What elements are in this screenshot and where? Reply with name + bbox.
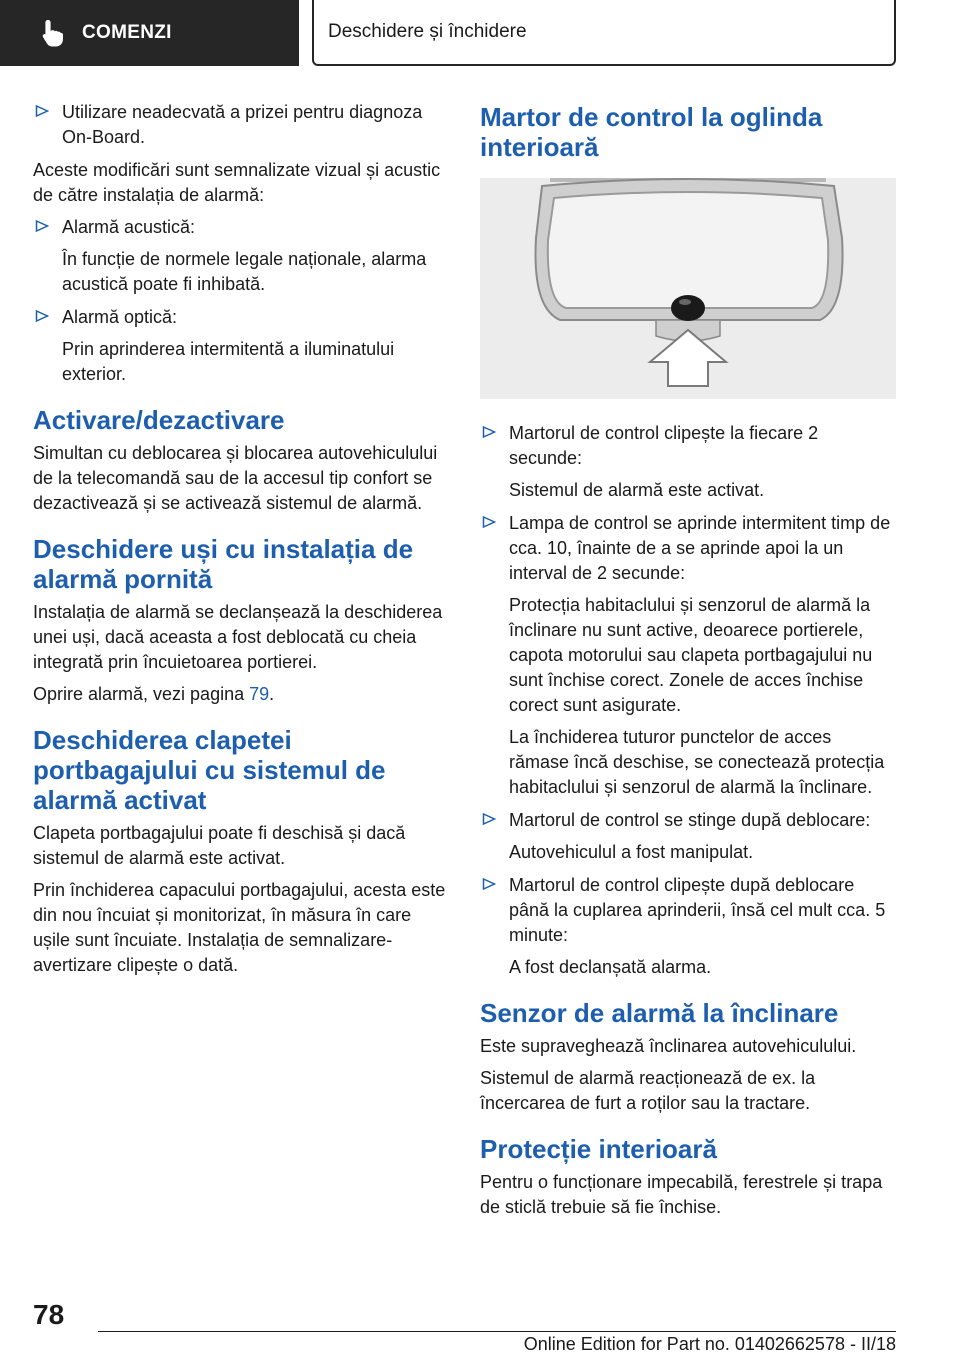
bullet-text: La închiderea tuturor punctelor de acces rămase încă deschise, se conectează protecția habitaclului și senzorul de alarmă la înclinare.: [509, 727, 885, 797]
list-item: [480, 511, 896, 800]
triangle-bullet-icon: [482, 425, 496, 439]
activation-text: Simultan cu deblocarea și blocarea autovehiculului de la telecomandă sau de la accesul tip confort se dezactivează și se activează sistemul de alarmă.: [33, 443, 438, 513]
right-column: [480, 100, 896, 1227]
section-label: COMENZI: [82, 22, 172, 43]
alarm-types-list: [33, 215, 448, 387]
mirror-illustration: [480, 178, 896, 399]
bullet-text: În funcție de normele legale naționale, alarma acustică poate fi inhibată.: [62, 249, 427, 294]
footer-divider: [98, 1331, 896, 1332]
bullet-title: Martorul de control se stinge după deblocare:: [509, 810, 871, 830]
stop-alarm-suffix: .: [269, 684, 275, 704]
heading-tilt: Senzor de alarmă la înclinare: [480, 998, 839, 1028]
pointing-hand-icon: [40, 18, 66, 48]
list-item: [480, 873, 896, 980]
triangle-bullet-icon: [482, 812, 496, 826]
heading-interior: Protecție interioară: [480, 1134, 717, 1164]
bullet-title: Lampa de control se aprinde intermitent timp de cca. 10, înainte de a se aprinde apoi la un interval de 2 secunde:: [509, 513, 891, 583]
triangle-bullet-icon: [35, 219, 49, 233]
heading-tailgate: Deschiderea clapetei portbagajului cu sistemul de alarmă activat: [33, 725, 386, 815]
mirror-indicator-list: [480, 421, 896, 980]
tilt-text-1: Este supraveghează înclinarea autovehiculului.: [480, 1036, 857, 1056]
heading-activation: Activare/dezactivare: [33, 405, 285, 435]
bullet-title: Alarmă acustică:: [62, 217, 196, 237]
bullet-text: Prin aprinderea intermitentă a iluminatului exterior.: [62, 339, 395, 384]
doors-text: Instalația de alarmă se declanșează la deschiderea unei uși, dacă aceasta a fost deblocată cu cheia integrată prin încuietoarea portierei.: [33, 602, 443, 672]
page-number: 78: [33, 1299, 65, 1330]
heading-doors: Deschidere uși cu instalația de alarmă pornită: [33, 534, 414, 594]
signal-text: Aceste modificări sunt semnalizate vizual și acustic de către instalația de alarmă:: [33, 160, 441, 205]
list-item: [480, 808, 896, 865]
triangle-bullet-icon: [35, 309, 49, 323]
tailgate-text-2: Prin închiderea capacului portbagajului, acesta este din nou încuiat și monitorizat, în măsura în care ușile sunt încuiate. Instalația de semnalizare-avertizare clipește o dată.: [33, 880, 446, 975]
left-column: [33, 100, 448, 985]
triangle-bullet-icon: [482, 877, 496, 891]
stop-alarm-prefix: Oprire alarmă, vezi pagina: [33, 684, 250, 704]
section-tab: [0, 0, 299, 66]
heading-mirror: Martor de control la oglinda interioară: [480, 102, 823, 162]
footer-edition: Online Edition for Part no. 01402662578 - II/18: [523, 1334, 896, 1354]
bullet-title: Alarmă optică:: [62, 307, 178, 327]
list-item: [33, 215, 448, 297]
page-header: [0, 0, 960, 66]
list-item: [480, 421, 896, 503]
tailgate-text-1: Clapeta portbagajului poate fi deschisă și dacă sistemul de alarmă este activat.: [33, 823, 406, 868]
intro-list: [33, 100, 448, 150]
bullet-text: Utilizare neadecvată a prizei pentru diagnoza On-Board.: [62, 102, 423, 147]
interior-text: Pentru o funcționare impecabilă, ferestrele și trapa de sticlă trebuie să fie închise.: [480, 1172, 883, 1217]
bullet-text: Autovehiculul a fost manipulat.: [509, 842, 754, 862]
triangle-bullet-icon: [35, 104, 49, 118]
bullet-text: A fost declanșată alarma.: [509, 957, 712, 977]
list-item: [33, 100, 448, 150]
tilt-text-2: Sistemul de alarmă reacționează de ex. la încercarea de furt a roților sau la tractare.: [480, 1068, 816, 1113]
bullet-title: Martorul de control clipește după deblocare până la cuplarea aprinderii, însă cel mult cca. 5 minute:: [509, 875, 886, 945]
bullet-title: Martorul de control clipește la fiecare 2 secunde:: [509, 423, 819, 468]
bullet-text: Sistemul de alarmă este activat.: [509, 480, 765, 500]
chapter-title: Deschidere și închidere: [312, 0, 896, 66]
page-link[interactable]: 79: [249, 684, 270, 704]
bullet-text: Protecția habitaclului și senzorul de alarmă la înclinare nu sunt active, deoarece portierele, capota motorului sau clapeta portbagajului nu sunt închise corect. Zonele de acces închise corect sunt asigurate.: [509, 595, 873, 715]
stop-alarm-text: [33, 682, 448, 707]
list-item: [33, 305, 448, 387]
triangle-bullet-icon: [482, 515, 496, 529]
